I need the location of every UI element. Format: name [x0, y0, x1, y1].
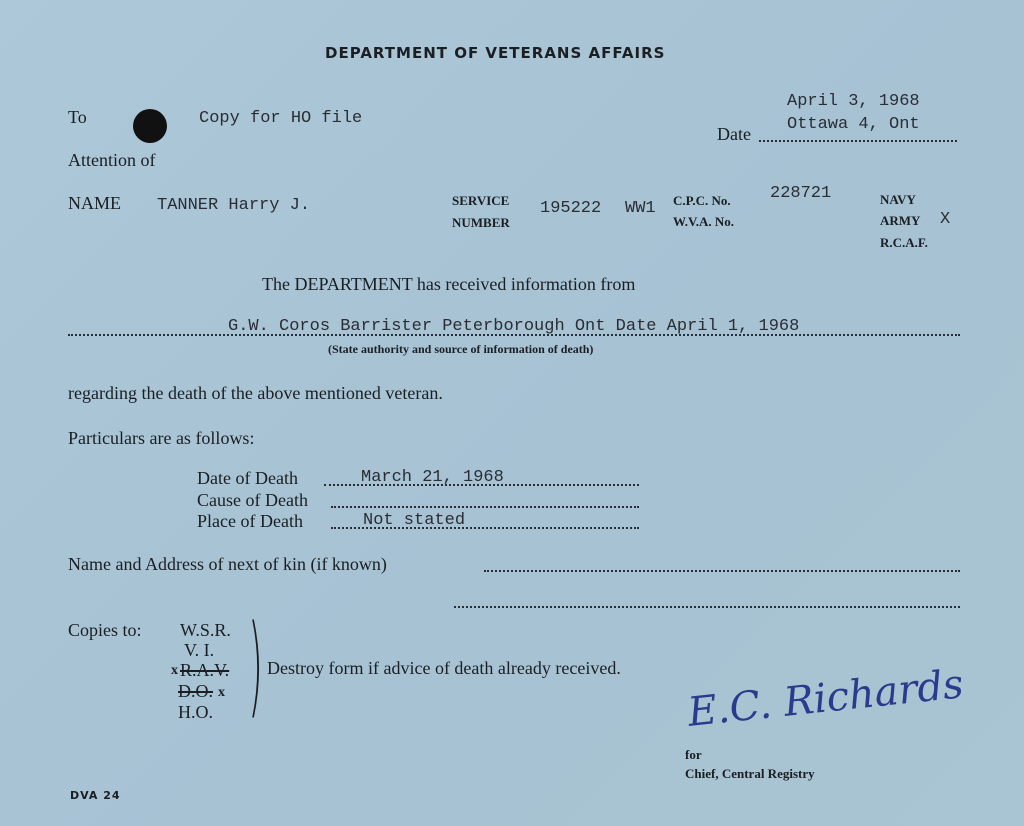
particulars-label: Particulars are as follows:: [68, 428, 255, 448]
source-caption: (State authority and source of information of death): [328, 342, 594, 356]
copies-label: Copies to:: [68, 620, 142, 640]
copy-wsr: W.S.R.: [180, 620, 231, 640]
copy-rav-strike-prefix: x: [171, 663, 178, 678]
date-line1: April 3, 1968: [787, 92, 920, 111]
source-value: G.W. Coros Barrister Peterborough Ont Date April 1, 1968: [228, 317, 800, 336]
copy-vi: V. I.: [184, 640, 215, 660]
cpc-label: C.P.C. No.: [673, 193, 731, 208]
signature: E.C. Richards: [685, 661, 966, 736]
copies-brace: ): [248, 601, 264, 729]
destroy-instruction: Destroy form if advice of death already received.: [267, 658, 621, 678]
regarding-text: regarding the death of the above mentioned veteran.: [68, 383, 443, 403]
copy-rav: R.A.V.: [180, 660, 230, 680]
copy-do: D.O.: [178, 681, 213, 701]
department-title: DEPARTMENT OF VETERANS AFFAIRS: [325, 44, 666, 62]
next-of-kin-label: Name and Address of next of kin (if known): [68, 554, 387, 574]
next-of-kin-rule-1: [484, 570, 960, 572]
hole-punch-mark: [133, 109, 167, 143]
date-of-death-label: Date of Death: [197, 468, 298, 488]
cause-of-death-rule: [331, 506, 639, 508]
name-value: TANNER Harry J.: [157, 196, 311, 215]
for-label: for: [685, 747, 702, 762]
cause-of-death-label: Cause of Death: [197, 490, 308, 510]
attention-label: Attention of: [68, 150, 156, 170]
branch-rcaf: R.C.A.F.: [880, 235, 928, 250]
wva-label: W.V.A. No.: [673, 214, 735, 229]
signature-title: Chief, Central Registry: [685, 766, 815, 781]
army-mark: X: [940, 210, 951, 229]
place-of-death-value: Not stated: [363, 511, 466, 530]
date-of-death-value: March 21, 1968: [361, 468, 504, 487]
received-text: The DEPARTMENT has received information from: [262, 274, 636, 294]
name-label: NAME: [68, 193, 121, 213]
service-label-2: NUMBER: [452, 215, 510, 230]
to-value: Copy for HO file: [199, 109, 363, 128]
service-label-1: SERVICE: [452, 193, 510, 208]
form-code: DVA 24: [70, 789, 121, 802]
date-rule: [759, 140, 957, 142]
copy-ho: H.O.: [178, 702, 213, 722]
service-number-value: 195222: [540, 199, 602, 218]
date-label: Date: [717, 124, 751, 144]
to-label: To: [68, 107, 87, 127]
cpc-value: 228721: [770, 184, 832, 203]
copy-do-strike-suffix: x: [218, 685, 225, 700]
service-war-suffix: WW1: [625, 199, 656, 218]
branch-navy: NAVY: [880, 192, 916, 207]
branch-army: ARMY: [880, 213, 921, 228]
date-line2: Ottawa 4, Ont: [787, 115, 920, 134]
place-of-death-label: Place of Death: [197, 511, 303, 531]
next-of-kin-rule-2: [454, 606, 960, 608]
